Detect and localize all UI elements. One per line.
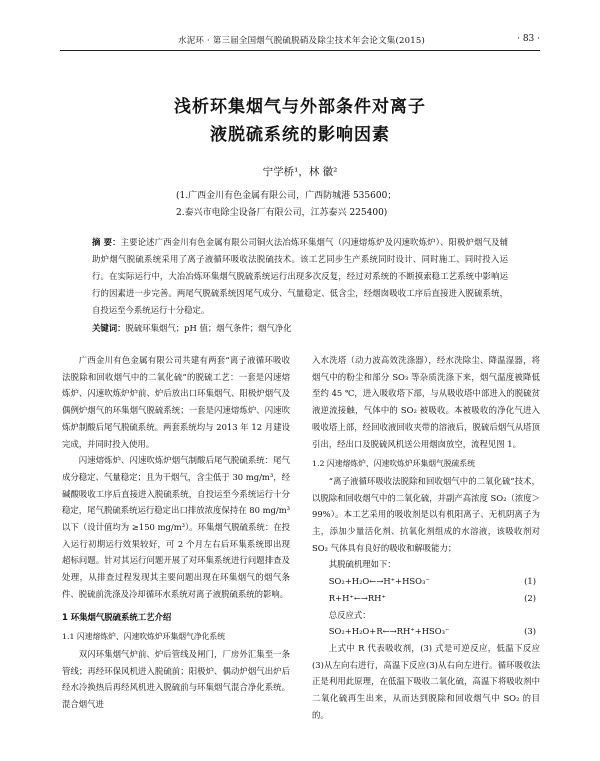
paragraph: 上式中 R 代表吸收剂，(3) 式是可逆反应，低温下反应(3)从左向右进行，高温下反应(3)从右向左进行。循环吸收法正是利用此原理，在低温下吸收二氧化硫，高温下将吸收剂中二氧化硫再生出来，从而达到脱除和回收烟气中 SO₂ 的目的。: [312, 642, 540, 720]
running-head: 水泥环 · 第三届全国烟气脱硫脱硝及除尘技术年会论文集(2015): [178, 36, 425, 46]
keywords-text: 脱硫环集烟气；pH 值；烟气条件；烟气净化: [125, 323, 292, 333]
abstract-text: 主要论述广西金川有色金属有限公司铜火法冶炼环集烟气（闪速熔炼炉及闪速吹炼炉）、阳极炉烟气及辅助炉烟气脱硫系统采用了离子液循环吸收法脱硫技术。该工艺同步生产系统同时设计、同时施工、同时投入运行。在实际运行中，大冶冶炼环集烟气脱硫系统运行出现多次反复，经过对系统的不断摸索稳工艺系统中影响运行的因素进一步完善。两尾气脱硫系统因尾气成分、气量稳定、低含尘，经烟囱吸收工序后直接进入脱硫系统，自投运至今系统运行十分稳定。: [92, 237, 508, 315]
header-rule: [60, 50, 540, 51]
affiliation-1: (1.广西金川有色金属有限公司，广西防城港 535600；: [176, 191, 397, 201]
equation-formula: SO₂+H₂O←→H⁺+HSO₃⁻: [328, 576, 430, 587]
paragraph: 闪速熔炼炉、闪速吹炼炉烟气制酸后尾气脱硫系统：尾气成分稳定、气量稳定；且为干烟气，含尘低于 30 mg/m³，经碱酸吸收工序后直接进入脱硫系统，自投运至今系统运行十分稳定，尾气脱硫系统运行稳定出口排放浓度保持在 80 mg/m³ 以下（设计值均为 ≥150 mg/m³）。环集烟气脱硫系统：在投入运行初期运行效果较好，可 2 个月左右后环集系统即出现超标问题。针对其运行问题开展了对环集系统进行问题排查及处理，从排查过程发现其主要问题出现在环集烟气的烟气条件、脱硫前洗涤及冷却循环水系统对离子液脱硫系统的影响。: [62, 455, 290, 599]
paragraph: 双闪环集烟气炉前、炉后管线及闸门，厂房外汇集至一条管线；再经环保风机进入脱硫前；阳极炉、偶动炉烟气出炉后经水冷换热后再经风机进入脱硫前与环集烟气混合净化系统。混合烟气进: [62, 648, 290, 710]
equation-formula: SO₂+H₂O+R←→RH⁺+HSO₃⁻: [328, 626, 450, 637]
page-number: · 83 ·: [517, 34, 540, 44]
body-column-left: [62, 352, 290, 713]
paragraph: “离子液循环吸收法脱除和回收烟气中的二氧化硫”技术，以脱除和回收烟气中的二氧化硫，并副产高浓度 SO₂（浓度＞99%）。本工艺采用的吸收剂是以有机阳离子、无机阴离子为主，添加少量活化剂、抗氧化剂组成的水溶液，该吸收剂对 SO₂ 气体具有良好的吸收和解吸能力；: [312, 475, 540, 553]
title-line-1: 浅析环集烟气与外部条件对离子: [174, 97, 426, 117]
equation: [312, 623, 540, 640]
paragraph: 其脱硫机理如下：: [328, 559, 396, 570]
keywords-label: 关键词：: [92, 323, 126, 333]
keywords: [92, 322, 508, 334]
title-line-2: 液脱硫系统的影响因素: [210, 125, 390, 145]
equation-formula: R+H⁺←→RH⁺: [328, 592, 386, 603]
paragraph: 入水洗塔（动力波高效洗涤器），经水洗除尘、降温湿器，将烟气中的粉尘和部分 SO₃ 等杂质洗涤下来，烟气温度被降低至约 45 ℃，进入吸收塔下部，与从吸收塔中部进入的脱硫贫液逆流接触，气体中的 SO₂ 被吸收。本被吸收的净化气进入吸收塔上部，经回收液回收夹带的溶液后，脱硫后烟气从塔顶引出，经出口及脱硫风机送公用烟囱放空，流程见图 1。: [312, 355, 540, 449]
paragraph: 广西金川有色金属有限公司共建有两套“离子液循环吸收法脱除和回收烟气中的二氧化硫”的脱硫工艺：一套是闪速熔炼炉、闪速吹炼炉炉前、炉后放出口环集烟气、阳极炉烟气及偶例炉烟气的环集烟气脱硫系统；一套是闪速熔炼炉、闪速吹炼炉制酸后尾气脱硫系统。两套系统均与 2013 年 12 月建设完成，并同时投入使用。: [62, 355, 290, 449]
paragraph: 总反应式：: [328, 609, 371, 620]
body-column-right: [312, 352, 540, 723]
page-header: [0, 0, 600, 52]
equation-number: (2): [524, 592, 536, 603]
equation: [312, 590, 540, 607]
abstract: [92, 234, 508, 319]
equation-number: (3): [524, 626, 536, 637]
equation: [312, 573, 540, 590]
equation-number: (1): [524, 576, 536, 587]
affiliation-2: 2.泰兴市电除尘设备厂有限公司，江苏泰兴 225400): [176, 208, 388, 218]
section-heading: 1 环集烟气脱硫系统工艺介绍: [62, 611, 172, 622]
authors: 宁学桥¹，林 徽²: [262, 166, 338, 178]
subsection-heading: 1.2 闪速熔炼炉、闪速吹炼炉环集烟气脱硫系统: [312, 459, 476, 469]
subsection-heading: 1.1 闪速熔炼炉、闪速吹炼炉环集烟气净化系统: [62, 632, 226, 642]
abstract-label: 摘 要：: [92, 237, 121, 247]
